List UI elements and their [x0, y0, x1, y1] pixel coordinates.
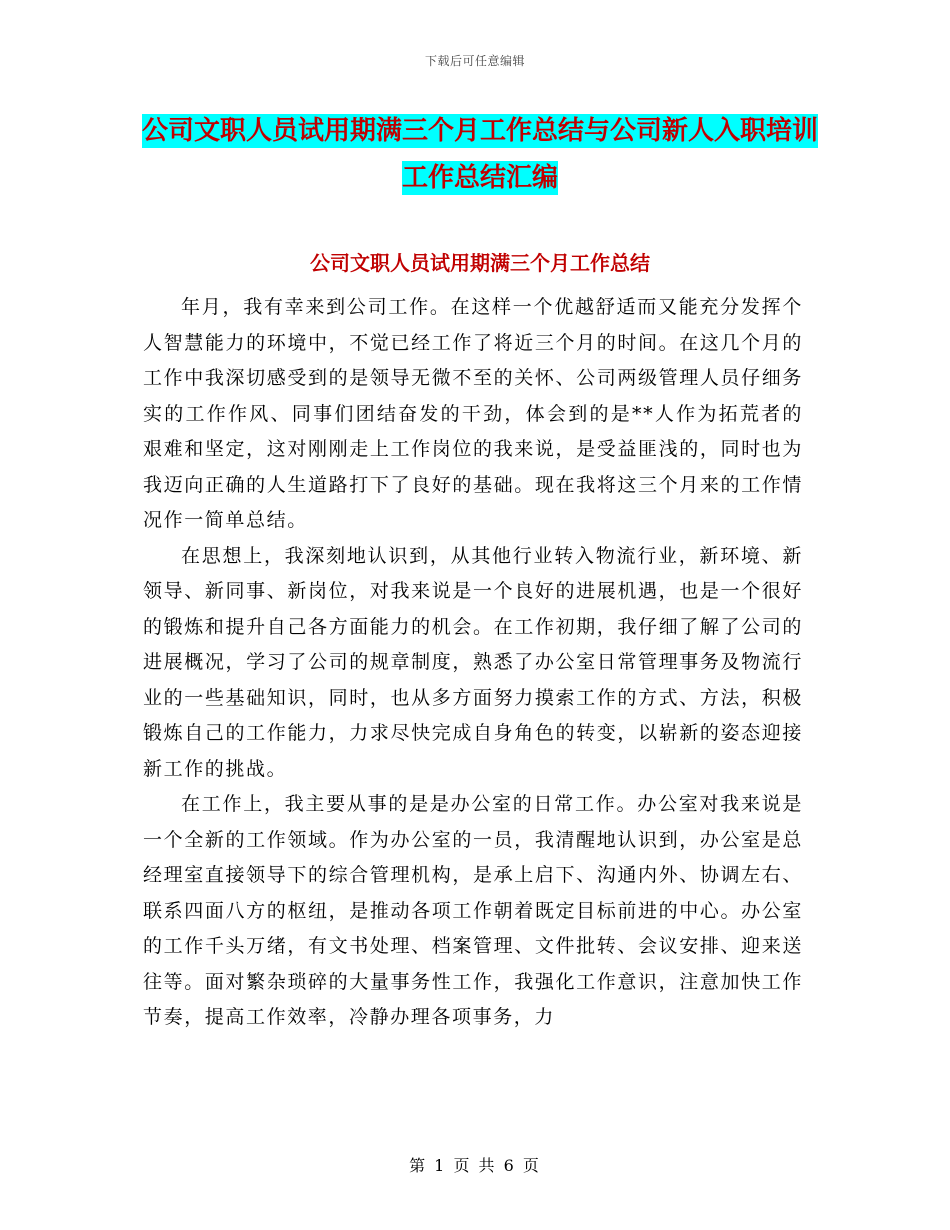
section-title: 公司文职人员试用期满三个月工作总结 [310, 251, 650, 275]
paragraph: 年月，我有幸来到公司工作。在这样一个优越舒适而又能充分发挥个人智慧能力的环境中，不觉已经工作了将近三个月的时间。在这几个月的工作中我深切感受到的是领导无微不至的关怀、公司两级管理人员仔细务实的工作作风、同事们团结奋发的干劲，体会到的是**人作为拓荒者的艰难和坚定，这对刚刚走上工作岗位的我来说，是受益匪浅的，同时也为我迈向正确的人生道路打下了良好的基础。现在我将这三个月来的工作情况作一简单总结。 [143, 296, 803, 531]
page-footer: 第 1 页 共 6 页 [409, 1156, 541, 1175]
page-header: 下载后可任意编辑 [424, 54, 525, 68]
paragraph: 在工作上，我主要从事的是是办公室的日常工作。办公室对我来说是一个全新的工作领域。作为办公室的一员，我清醒地认识到，办公室是总经理室直接领导下的综合管理机构，是承上启下、沟通内外、协调左右、联系四面八方的枢纽，是推动各项工作朝着既定目标前进的中心。办公室的工作千头万绪，有文书处理、档案管理、文件批转、会议安排、迎来送往等。面对繁杂琐碎的大量事务性工作，我强化工作意识，注意加快工作节奏，提高工作效率，冷静办理各项事务，力 [143, 793, 803, 1028]
document-title [140, 108, 820, 202]
document-body [143, 290, 803, 1036]
document-title-text: 公司文职人员试用期满三个月工作总结与公司新人入职培训工作总结汇编 [141, 116, 818, 193]
paragraph: 在思想上，我深刻地认识到，从其他行业转入物流行业，新环境、新领导、新同事、新岗位，对我来说是一个良好的进展机遇，也是一个很好的锻炼和提升自己各方面能力的机会。在工作初期，我仔细了解了公司的进展概况，学习了公司的规章制度，熟悉了办公室日常管理事务及物流行业的一些基础知识，同时，也从多方面努力摸索工作的方式、方法，积极锻炼自己的工作能力，力求尽快完成自身角色的转变，以崭新的姿态迎接新工作的挑战。 [143, 544, 803, 780]
